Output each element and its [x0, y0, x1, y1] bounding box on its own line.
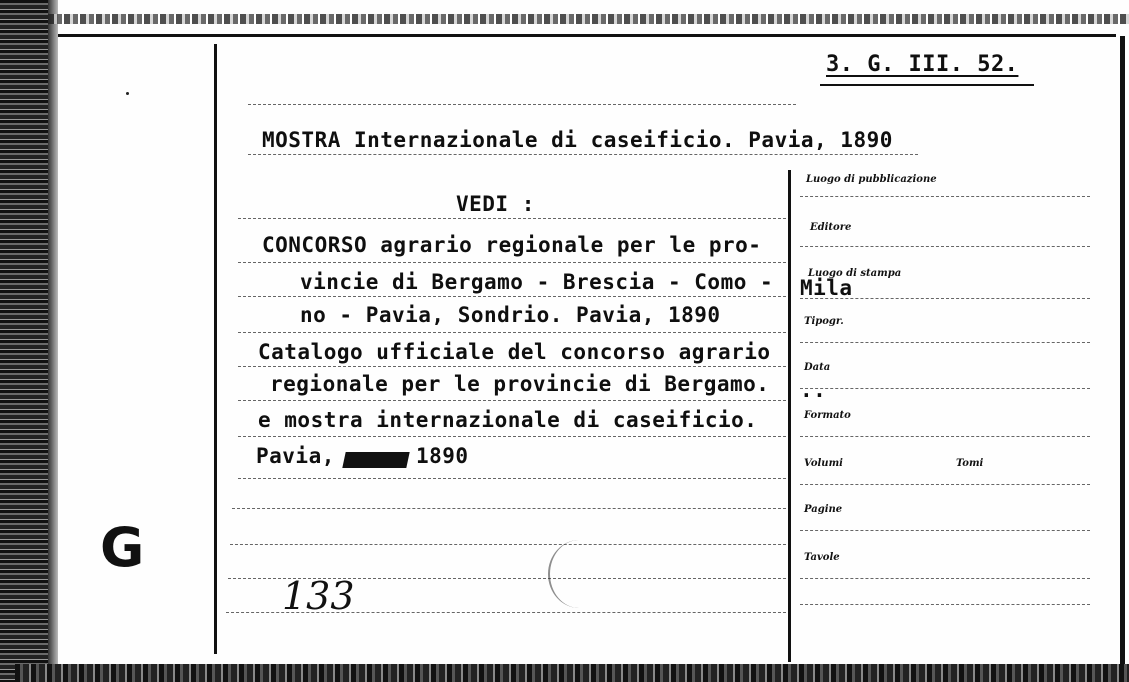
card-left-shadow	[48, 0, 58, 682]
form-column-rule	[788, 170, 791, 662]
form-rule-6	[800, 436, 1090, 437]
rule-9	[238, 436, 786, 437]
rule-10	[238, 478, 786, 479]
form-rule-8	[800, 530, 1090, 531]
entry-line-7-start: Pavia,	[256, 444, 335, 468]
label-luogo-stampa: Luogo di stampa	[808, 268, 902, 279]
handwritten-number: 133	[282, 574, 355, 618]
form-rule-10	[800, 604, 1090, 605]
form-rule-3	[800, 298, 1090, 299]
label-data: Data	[804, 362, 831, 373]
card-heading: MOSTRA Internazionale di caseificio. Pavia, 1890	[262, 128, 893, 152]
form-rule-4	[800, 342, 1090, 343]
rule-1	[248, 104, 796, 105]
vedi-label: VEDI :	[456, 192, 535, 216]
rule-12	[230, 544, 786, 545]
rule-8	[238, 400, 786, 401]
card-top-edge	[48, 14, 1129, 24]
ink-dot	[126, 92, 129, 95]
top-rule	[58, 34, 1116, 37]
card-right-edge	[1120, 36, 1125, 676]
rule-3	[238, 218, 786, 219]
entry-line-2: vincie di Bergamo - Brescia - Como -	[300, 270, 774, 294]
label-tipografia: Tipogr.	[804, 316, 844, 327]
label-tomi: Tomi	[956, 458, 984, 469]
label-tavole: Tavole	[804, 552, 840, 563]
label-volumi: Volumi	[804, 458, 843, 469]
entry-line-1: CONCORSO agrario regionale per le pro-	[262, 233, 762, 257]
left-margin-rule	[214, 44, 217, 654]
rule-5	[238, 296, 786, 297]
ink-smudge	[342, 452, 409, 468]
form-rule-9	[800, 578, 1090, 579]
shelfmark-underline	[820, 84, 1034, 86]
rule-7	[238, 366, 786, 367]
stamp-arc	[548, 540, 610, 608]
rule-6	[238, 332, 786, 333]
label-pagine: Pagine	[804, 504, 843, 515]
form-rule-7	[800, 484, 1090, 485]
label-luogo-pubblicazione: Luogo di pubblicazione	[806, 174, 937, 185]
rule-4	[238, 262, 786, 263]
rule-11	[232, 508, 786, 509]
label-editore: Editore	[810, 222, 852, 233]
data-value: ..	[800, 378, 827, 402]
form-rule-5	[800, 388, 1090, 389]
card-bottom-edge	[15, 664, 1129, 682]
entry-line-4: Catalogo ufficiale del concorso agrario	[258, 340, 771, 364]
card-left-edge	[0, 0, 48, 682]
luogo-stampa-value: Mila	[800, 276, 853, 300]
side-letter: G	[100, 516, 145, 579]
entry-line-3: no - Pavia, Sondrio. Pavia, 1890	[300, 303, 721, 327]
entry-line-7-end: 1890	[416, 444, 469, 468]
entry-line-6: e mostra internazionale di caseificio.	[258, 408, 758, 432]
entry-line-5: regionale per le provincie di Bergamo.	[270, 372, 770, 396]
shelfmark: 3. G. III. 52.	[826, 52, 1019, 77]
rule-2	[248, 154, 918, 155]
form-rule-2	[800, 246, 1090, 247]
form-rule-1	[800, 196, 1090, 197]
label-formato: Formato	[804, 410, 851, 421]
